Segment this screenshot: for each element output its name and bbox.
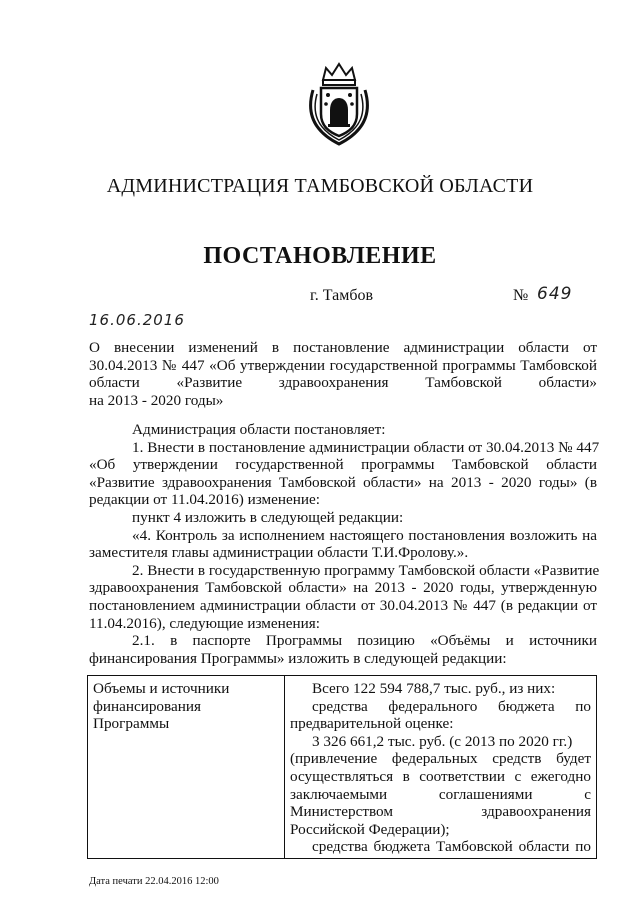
body-line: Администрация области постановляет:	[132, 421, 386, 438]
body-line: 2. Внести в государственную программу Тамбовской области «Развитие	[132, 561, 600, 579]
table-label-line: финансирования	[93, 697, 201, 715]
body-line: «4. Контроль за исполнением настоящего постановления возложить на	[132, 526, 597, 544]
body-line: здравоохранения Тамбовской области» на 2013 - 2020 годы, утвержденную	[89, 579, 597, 597]
table-value-line: средства бюджета Тамбовской области по	[312, 838, 591, 856]
subject-line: О внесении изменений в постановление администрации области от	[89, 339, 597, 356]
document-type-title: ПОСТАНОВЛЕНИЕ	[203, 243, 437, 269]
decree-body	[89, 421, 600, 667]
subject-line: на 2013 - 2020 годы»	[89, 391, 224, 409]
table-value-line: Российской Федерации);	[290, 820, 450, 838]
number-label: №	[513, 287, 529, 304]
financing-table	[87, 675, 597, 859]
city-label: г. Тамбов	[310, 287, 374, 304]
table-value-line: средства федерального бюджета по	[312, 697, 591, 715]
body-line: 1. Внести в постановление администрации области от 30.04.2013 № 447	[132, 438, 600, 456]
table-label-line: Объемы и источники	[93, 680, 230, 697]
table-value-line: Министерством здравоохранения	[290, 803, 591, 821]
table-value-line: осуществляться в соответствии с ежегодно	[290, 767, 591, 785]
table-value-line: предварительной оценке:	[290, 715, 454, 733]
document-date: 16.06.2016	[89, 311, 185, 329]
table-value-line: (привлечение федеральных средств будет	[290, 750, 591, 768]
body-line: 11.04.2016), следующие изменения:	[89, 614, 320, 632]
body-line: постановлением администрации области от 30.04.2013 № 447 (в редакции от	[89, 596, 597, 614]
financing-value-cell	[285, 676, 597, 859]
body-line: «Об утверждении государственной программы Тамбовской области	[89, 456, 597, 474]
authority-title: АДМИНИСТРАЦИЯ ТАМБОВСКОЙ ОБЛАСТИ	[106, 175, 534, 197]
body-line: 2.1. в паспорте Программы позицию «Объёмы и источники	[132, 632, 597, 650]
table-value-line: заключаемыми соглашениями с	[290, 785, 591, 803]
body-line: редакции от 11.04.2016) изменение:	[89, 491, 320, 509]
table-row	[88, 676, 597, 859]
print-date: Дата печати 22.04.2016 12:00	[89, 876, 219, 887]
document-number: 649	[537, 284, 573, 304]
body-line: финансирования Программы» изложить в следующей редакции:	[89, 649, 507, 667]
subject-line: 30.04.2013 № 447 «Об утверждении государственной программы Тамбовской	[89, 356, 597, 374]
table-value-line: 3 326 661,2 тыс. руб. (с 2013 по 2020 гг.)	[312, 732, 573, 750]
financing-label-cell	[88, 676, 285, 859]
body-line: пункт 4 изложить в следующей редакции:	[132, 508, 404, 526]
table-value-line: Всего 122 594 788,7 тыс. руб., из них:	[312, 680, 556, 697]
body-line: заместителя главы администрации области Т.И.Фролову.».	[89, 544, 469, 562]
table-label-line: Программы	[93, 715, 170, 733]
subject-line: области «Развитие здравоохранения Тамбовской области»	[89, 374, 597, 392]
body-line: «Развитие здравоохранения Тамбовской области» на 2013 - 2020 годы» (в	[89, 473, 597, 491]
tambov-coat-of-arms-icon	[299, 58, 379, 148]
decree-subject	[89, 339, 597, 409]
